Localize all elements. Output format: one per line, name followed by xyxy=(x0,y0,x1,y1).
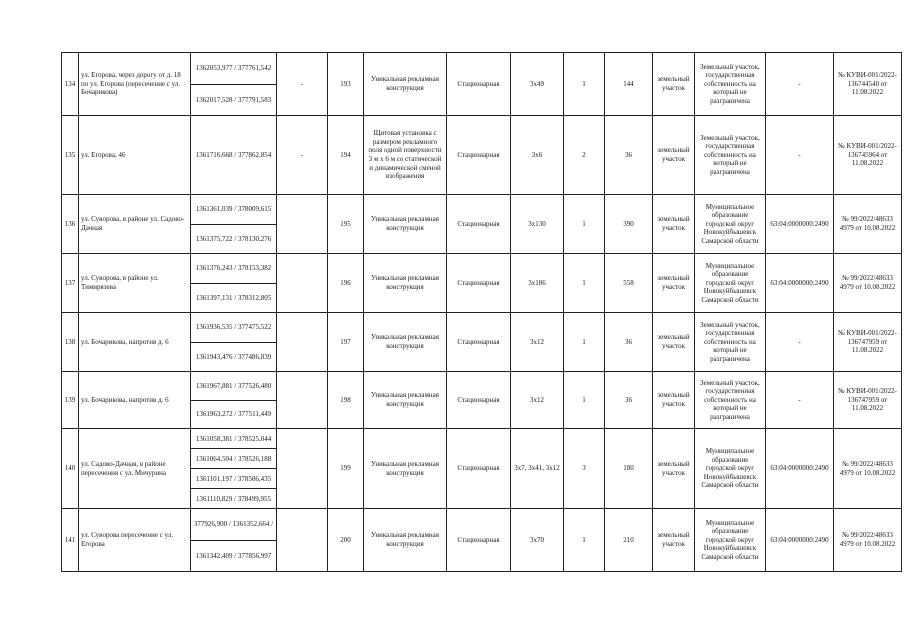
area-cell: 390 xyxy=(605,195,653,254)
cadastral-number-cell: - xyxy=(766,53,834,116)
coordinates-cell: 1361716,668 / 377862,854 xyxy=(191,116,277,195)
size-cell: 3х130 xyxy=(511,195,564,254)
size-cell: 3х6 xyxy=(511,116,564,195)
table-row xyxy=(62,195,902,225)
construction-number-cell: 193 xyxy=(328,53,364,116)
row-number-cell: 137 xyxy=(62,254,79,313)
address-cell: ул. Суворова пересечение с ул. Егорова xyxy=(79,509,191,572)
permit-cell: № 99/2022/48633 4979 от 10.08.2022 xyxy=(834,195,902,254)
address-cell: ул. Суворова, в районе ул. Тимирязева xyxy=(79,254,191,313)
land-type-cell: земельный участок xyxy=(653,429,695,509)
sides-cell: 1 xyxy=(564,313,605,372)
construction-type-cell: Уникальная рекламная конструкция xyxy=(364,254,447,313)
coordinates-cell: 1361064,504 / 378526,188 xyxy=(191,449,277,469)
land-type-cell: земельный участок xyxy=(653,53,695,116)
row-number-cell: 135 xyxy=(62,116,79,195)
sides-cell: 1 xyxy=(564,195,605,254)
row-number-cell: 139 xyxy=(62,372,79,429)
dash-cell xyxy=(277,313,328,372)
construction-kind-cell: Стационарная xyxy=(447,254,511,313)
construction-kind-cell: Стационарная xyxy=(447,429,511,509)
size-cell: 3х49 xyxy=(511,53,564,116)
sides-cell: 1 xyxy=(564,509,605,572)
address-cell: ул. Суворова, в районе ул. Садово-Дачная xyxy=(79,195,191,254)
cadastral-number-cell: 63:04:0000000:2490 xyxy=(766,195,834,254)
construction-type-cell: Уникальная рекламная конструкция xyxy=(364,53,447,116)
construction-number-cell: 199 xyxy=(328,429,364,509)
land-owner-cell: Муниципальное образование городской округ Новокуйбышевск Самарской области xyxy=(695,195,766,254)
sides-cell: 2 xyxy=(564,116,605,195)
table-row xyxy=(62,116,902,195)
sides-cell: 3 xyxy=(564,429,605,509)
land-owner-cell: Земельный участок, государственная собственность на который не разграничена xyxy=(695,53,766,116)
coordinates-cell: 1361376,243 / 378153,382 xyxy=(191,254,277,284)
permit-cell: № КУВИ-001/2022-136747959 от 11.08.2022 xyxy=(834,372,902,429)
address-cell: ул. Егорова, 46 xyxy=(79,116,191,195)
area-cell: 36 xyxy=(605,372,653,429)
permit-cell: № КУВИ-001/2022-136745964 от 11.08.2022 xyxy=(834,116,902,195)
area-cell: 180 xyxy=(605,429,653,509)
dash-cell xyxy=(277,509,328,572)
row-number-cell: 138 xyxy=(62,313,79,372)
land-owner-cell: Муниципальное образование городской округ Новокуйбышевск Самарской области xyxy=(695,429,766,509)
coordinates-cell: 1361943,476 / 377486,839 xyxy=(191,342,277,372)
coordinates-cell: 1361058,381 / 378525,044 xyxy=(191,429,277,449)
permit-cell: № КУВИ-001/2022-136747959 от 11.08.2022 xyxy=(834,313,902,372)
coordinates-cell: 1361101,197 / 378506,435 xyxy=(191,469,277,489)
area-cell: 144 xyxy=(605,53,653,116)
dash-cell xyxy=(277,372,328,429)
dash-cell xyxy=(277,429,328,509)
area-cell: 558 xyxy=(605,254,653,313)
construction-type-cell: Уникальная рекламная конструкция xyxy=(364,313,447,372)
sides-cell: 1 xyxy=(564,53,605,116)
coordinates-cell: 1361963,272 / 377511,449 xyxy=(191,400,277,429)
size-cell: 3х186 xyxy=(511,254,564,313)
table-row xyxy=(62,509,902,541)
table-row xyxy=(62,429,902,449)
address-cell: ул. Садово-Дачная, в районе пересечения с ул. Мичурина xyxy=(79,429,191,509)
size-cell: 3х70 xyxy=(511,509,564,572)
construction-kind-cell: Стационарная xyxy=(447,313,511,372)
coordinates-cell: 1361936,535 / 377475,522 xyxy=(191,313,277,343)
coordinates-cell: 1362017,528 / 377791,583 xyxy=(191,84,277,116)
cadastral-number-cell: 63:04:0000000:2490 xyxy=(766,254,834,313)
permit-cell: № 99/2022/48633 4979 от 10.08.2022 xyxy=(834,429,902,509)
land-owner-cell: Земельный участок, государственная собственность на который не разграничена xyxy=(695,372,766,429)
permit-cell: № 99/2022/48633 4979 от 10.08.2022 xyxy=(834,254,902,313)
land-owner-cell: Муниципальное образование городской округ Новокуйбышевск Самарской области xyxy=(695,254,766,313)
construction-type-cell: Уникальная рекламная конструкция xyxy=(364,195,447,254)
construction-type-cell: Уникальная рекламная конструкция xyxy=(364,509,447,572)
area-cell: 210 xyxy=(605,509,653,572)
construction-number-cell: 200 xyxy=(328,509,364,572)
row-number-cell: 134 xyxy=(62,53,79,116)
construction-kind-cell: Стационарная xyxy=(447,509,511,572)
land-owner-cell: Земельный участок, государственная собственность на который не разграничена xyxy=(695,116,766,195)
sides-cell: 1 xyxy=(564,372,605,429)
coordinates-cell: 1361361,039 / 378009,615 xyxy=(191,195,277,225)
construction-kind-cell: Стационарная xyxy=(447,372,511,429)
area-cell: 36 xyxy=(605,313,653,372)
land-owner-cell: Земельный участок, государственная собственность на который не разграничена xyxy=(695,313,766,372)
construction-type-cell: Уникальная рекламная конструкция xyxy=(364,429,447,509)
cadastral-number-cell: - xyxy=(766,116,834,195)
land-type-cell: земельный участок xyxy=(653,254,695,313)
construction-number-cell: 195 xyxy=(328,195,364,254)
table-row xyxy=(62,254,902,284)
dash-cell xyxy=(277,254,328,313)
table-row xyxy=(62,313,902,343)
size-cell: 3х12 xyxy=(511,372,564,429)
land-type-cell: земельный участок xyxy=(653,313,695,372)
land-owner-cell: Муниципальное образование городской округ Новокуйбышевск Самарской области xyxy=(695,509,766,572)
construction-number-cell: 196 xyxy=(328,254,364,313)
coordinates-cell: 1361375,722 / 378130,276 xyxy=(191,224,277,254)
row-number-cell: 140 xyxy=(62,429,79,509)
land-type-cell: земельный участок xyxy=(653,116,695,195)
address-cell: ул. Бочарикова, напротив д. 6 xyxy=(79,372,191,429)
sides-cell: 1 xyxy=(564,254,605,313)
table-row xyxy=(62,53,902,85)
size-cell: 3х12 xyxy=(511,313,564,372)
area-cell: 36 xyxy=(605,116,653,195)
construction-number-cell: 194 xyxy=(328,116,364,195)
coordinates-cell: 1361967,881 / 377526,480 xyxy=(191,372,277,401)
coordinates-cell: 377926,900 / 1361352,664 / xyxy=(191,509,277,541)
permit-cell: № КУВИ-001/2022-136744540 от 11.08.2022 xyxy=(834,53,902,116)
size-cell: 3х7, 3х41, 3х12 xyxy=(511,429,564,509)
coordinates-cell: 1361342,409 / 377856,997 xyxy=(191,540,277,572)
table-body xyxy=(62,53,902,572)
construction-kind-cell: Стационарная xyxy=(447,116,511,195)
coordinates-cell: 1361397,131 / 378312,805 xyxy=(191,283,277,313)
dash-cell: - xyxy=(277,53,328,116)
construction-number-cell: 198 xyxy=(328,372,364,429)
coordinates-cell: 1362053,977 / 377761,542 xyxy=(191,53,277,85)
cadastral-number-cell: 63:04:0000000:2490 xyxy=(766,509,834,572)
construction-kind-cell: Стационарная xyxy=(447,195,511,254)
address-cell: ул. Егорова, через дорогу от д. 18 по ул. Егорова (пересечение с ул. Бочарикова) xyxy=(79,53,191,116)
cadastral-number-cell: 63:04:0000000:2490 xyxy=(766,429,834,509)
dash-cell xyxy=(277,195,328,254)
construction-kind-cell: Стационарная xyxy=(447,53,511,116)
table-row xyxy=(62,372,902,401)
construction-type-cell: Уникальная рекламная конструкция xyxy=(364,372,447,429)
dash-cell: - xyxy=(277,116,328,195)
land-type-cell: земельный участок xyxy=(653,509,695,572)
advertising-constructions-table xyxy=(61,52,902,572)
construction-type-cell: Щитовая установка с размером рекламного поля одной поверхности 3 м х 6 м со статической и динамической сменой изображения xyxy=(364,116,447,195)
row-number-cell: 136 xyxy=(62,195,79,254)
land-type-cell: земельный участок xyxy=(653,195,695,254)
construction-number-cell: 197 xyxy=(328,313,364,372)
address-cell: ул. Бочарикова, напротив д. 6 xyxy=(79,313,191,372)
coordinates-cell: 1361110,829 / 378499,955 xyxy=(191,489,277,509)
permit-cell: № 99/2022/48633 4979 от 10.08.2022 xyxy=(834,509,902,572)
row-number-cell: 141 xyxy=(62,509,79,572)
cadastral-number-cell: - xyxy=(766,372,834,429)
cadastral-number-cell: - xyxy=(766,313,834,372)
land-type-cell: земельный участок xyxy=(653,372,695,429)
